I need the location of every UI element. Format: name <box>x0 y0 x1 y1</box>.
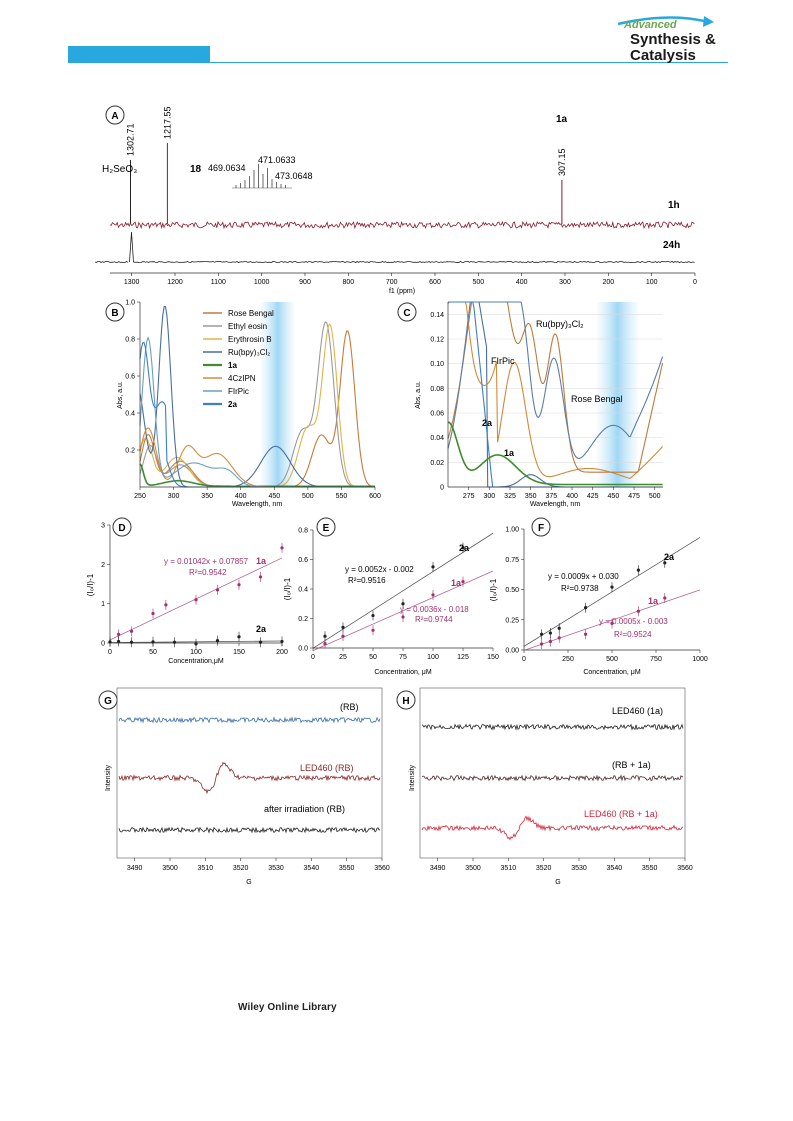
d-point-0-0 <box>117 633 120 636</box>
h-x-tick-label-4: 3530 <box>571 865 587 872</box>
c-y-tick-label-3: 0.06 <box>430 410 444 418</box>
f-fit-1a: y = 0.0005x - 0.003 <box>599 617 668 626</box>
a-ms-label-2: 473.0648 <box>275 171 313 181</box>
e-point-1-5 <box>461 580 464 583</box>
e-x-tick-label-3: 75 <box>399 654 407 661</box>
b-y-tick-label-1: 0.4 <box>125 410 135 418</box>
a-label-h2seo3: H₂SeO₃ <box>102 164 138 175</box>
a-x-tick-label-7: 600 <box>429 279 441 286</box>
g-x-tick-label-7: 3560 <box>374 865 390 872</box>
c-y-ticks <box>430 312 444 492</box>
d-series-label-1a: 1a <box>256 556 267 566</box>
a-x-tick-label-11: 200 <box>602 279 615 286</box>
f-point-1-5 <box>637 610 640 613</box>
a-ms-label-0: 469.0634 <box>208 163 246 173</box>
panel-f-label: F <box>537 523 545 534</box>
d-point-0-3 <box>164 603 167 606</box>
h-x-title: G <box>555 879 561 886</box>
b-y-tick-label-2: 0.6 <box>125 373 135 381</box>
b-curve-1 <box>140 322 375 487</box>
b-legend-label-0: Rose Bengal <box>228 309 274 318</box>
e-point-0-4 <box>431 565 434 568</box>
h-trace-0 <box>422 725 683 730</box>
b-x-tick-label-1: 300 <box>167 493 180 500</box>
d-fit-1a: y = 0.01042x + 0.07857 <box>164 557 249 566</box>
b-x-tick-label-6: 550 <box>335 493 348 500</box>
g-x-tick-label-2: 3510 <box>197 865 214 872</box>
e-series-label-1a: 1a <box>451 578 462 588</box>
panel-g <box>99 688 390 886</box>
g-x-tick-label-4: 3530 <box>268 865 284 872</box>
a-label-1a: 1a <box>556 114 568 125</box>
c-x-title: Wavelength, nm <box>529 501 581 508</box>
h-y-title: Intensity <box>409 764 416 792</box>
c-y-tick-label-0: 0 <box>440 484 444 492</box>
g-trace-2 <box>119 828 380 833</box>
b-x-title: Wavelength, nm <box>231 501 283 508</box>
panel-c-label: C <box>403 308 411 319</box>
h-x-tick-label-7: 3560 <box>677 865 693 872</box>
b-x-tick-label-0: 250 <box>134 493 146 500</box>
c-y-title: Abs, a.u. <box>415 381 422 409</box>
g-x-tick-label-6: 3550 <box>338 865 355 872</box>
d-x-tick-label-4: 200 <box>276 649 288 656</box>
b-legend-label-3: Ru(bpy)₃Cl₂ <box>228 348 271 357</box>
e-fit-2a: y = 0.0052x - 0.002 <box>345 565 414 574</box>
h-x-tick-label-2: 3510 <box>500 865 517 872</box>
h-x-tick-label-6: 3550 <box>641 865 658 872</box>
f-x-title: Concentration, μM <box>583 669 641 676</box>
e-y-tick-label-1: 0.2 <box>298 616 308 623</box>
c-x-tick-label-4: 375 <box>545 493 558 500</box>
h-trace-2 <box>422 816 683 839</box>
a-x-tick-label-2: 1100 <box>210 279 226 286</box>
c-y-tick-label-6: 0.12 <box>430 336 444 344</box>
h-x-tick-label-0: 3490 <box>429 865 446 872</box>
c-ann-rb: Rose Bengal <box>571 394 623 404</box>
b-x-tick-label-4: 450 <box>268 493 281 500</box>
a-trace-label-24h: 24h <box>663 240 681 251</box>
f-r2-1a: R²=0.9524 <box>614 630 652 639</box>
c-y-tick-label-5: 0.10 <box>430 361 444 369</box>
d-y-tick-label-3: 3 <box>101 522 105 530</box>
b-curve-3 <box>140 307 375 488</box>
g-x-tick-label-0: 3490 <box>126 865 143 872</box>
b-legend-label-4: 1a <box>228 361 237 370</box>
h-x-tick-label-1: 3500 <box>465 865 481 872</box>
e-x-tick-label-6: 150 <box>487 654 499 661</box>
c-ann-1a: 1a <box>504 448 515 458</box>
a-x-tick-label-10: 300 <box>559 279 571 286</box>
g-x-ticks <box>127 858 390 872</box>
d-point-1-6 <box>216 639 219 642</box>
e-point-1-3 <box>401 615 404 618</box>
panel-b <box>106 300 381 509</box>
e-point-0-2 <box>371 614 374 617</box>
f-x-tick-label-3: 750 <box>650 656 662 663</box>
b-y-title: Abs, a.u. <box>117 381 124 409</box>
d-series-label-2a: 2a <box>256 624 267 634</box>
a-x-tick-label-9: 400 <box>515 279 528 286</box>
logo-advanced: Advanced <box>624 19 677 31</box>
e-x-tick-label-0: 0 <box>311 654 315 661</box>
f-point-0-4 <box>610 585 613 588</box>
e-point-1-1 <box>341 635 344 638</box>
a-x-tick-label-6: 700 <box>385 279 398 286</box>
f-point-1-1 <box>549 640 552 643</box>
e-r2-1a: R²=0.9744 <box>415 615 453 624</box>
d-y-tick-label-0: 0 <box>101 640 105 648</box>
g-trace-label-0: (RB) <box>340 702 359 712</box>
d-point-0-8 <box>280 546 283 549</box>
b-x-tick-label-2: 350 <box>201 493 213 500</box>
panel-g-label: G <box>104 696 112 707</box>
h-trace-label-2: LED460 (RB + 1a) <box>584 809 658 819</box>
a-x-tick-label-1: 1200 <box>167 279 183 286</box>
d-point-1-9 <box>280 640 283 643</box>
a-peak-label-0: 1302.71 <box>125 123 136 156</box>
a-x-tick-label-13: 0 <box>693 279 697 286</box>
d-y-title: (I₀/I)-1 <box>86 573 95 597</box>
f-point-1-6 <box>663 596 666 599</box>
c-x-tick-label-0: 275 <box>462 493 475 500</box>
a-x-title: f1 (ppm) <box>388 288 416 295</box>
c-x-tick-label-8: 475 <box>628 493 640 500</box>
c-ann-2a: 2a <box>482 418 493 428</box>
c-x-tick-label-7: 450 <box>607 493 620 500</box>
c-y-tick-label-4: 0.08 <box>430 385 444 393</box>
b-legend-label-2: Erythrosin B <box>228 335 272 344</box>
a-peak-label-1: 1217.55 <box>162 106 173 139</box>
g-trace-0 <box>119 718 380 723</box>
c-x-tick-label-5: 400 <box>566 493 578 500</box>
g-trace-label-1: LED460 (RB) <box>300 763 354 773</box>
e-point-1-0 <box>323 642 326 645</box>
e-point-1-2 <box>371 629 374 632</box>
f-series-label-1a: 1a <box>648 596 659 606</box>
b-curves <box>140 307 375 488</box>
h-traces <box>422 725 683 840</box>
c-ann-ru: Ru(bpy)₃Cl₂ <box>536 319 584 329</box>
a-trace-1h <box>110 222 694 228</box>
b-legend-label-5: 4CzIPN <box>228 374 256 383</box>
b-y-tick-label-3: 0.8 <box>125 336 135 344</box>
c-x-tick-label-6: 425 <box>586 493 599 500</box>
d-x-ticks <box>108 643 288 656</box>
c-x-tick-label-3: 350 <box>524 493 537 500</box>
d-x-tick-label-1: 50 <box>149 649 157 656</box>
a-ms-label-1: 471.0633 <box>258 155 296 165</box>
e-fit-1a: y = 0.0036x - 0.018 <box>400 605 469 614</box>
b-x-tick-label-5: 500 <box>302 493 314 500</box>
g-traces <box>119 718 380 833</box>
c-y-tick-label-1: 0.02 <box>430 459 444 467</box>
e-x-tick-label-1: 25 <box>339 654 347 661</box>
c-y-tick-label-2: 0.04 <box>430 435 444 443</box>
f-point-0-2 <box>558 627 561 630</box>
panel-a <box>95 106 697 295</box>
a-x-tick-label-3: 1000 <box>253 279 270 286</box>
a-x-tick-label-4: 900 <box>299 279 311 286</box>
b-legend-label-7: 2a <box>228 400 237 409</box>
d-point-0-6 <box>237 583 240 586</box>
a-x-tick-label-12: 100 <box>645 279 658 286</box>
d-point-1-5 <box>194 642 197 645</box>
e-y-ticks <box>298 528 313 653</box>
b-legend-label-6: FIrPic <box>228 387 249 396</box>
a-x-tick-label-5: 800 <box>342 279 355 286</box>
d-y-ticks <box>101 523 110 648</box>
panel-h-label: H <box>402 696 410 707</box>
c-x-ticks <box>463 487 661 500</box>
a-trace-24h-left <box>95 261 128 262</box>
e-x-tick-label-4: 100 <box>427 654 439 661</box>
f-y-title: (I₀/I)-1 <box>489 578 498 602</box>
logo-catalysis: Catalysis <box>630 47 696 64</box>
c-x-tick-label-9: 500 <box>648 493 661 500</box>
b-x-ticks <box>134 487 381 500</box>
e-x-tick-label-5: 125 <box>457 654 469 661</box>
e-r2-2a: R²=0.9516 <box>348 576 386 585</box>
c-ann-firpic: FIrPic <box>491 356 515 366</box>
panel-d-label: D <box>118 523 126 534</box>
b-y-ticks <box>125 300 140 455</box>
g-x-tick-label-5: 3540 <box>303 865 320 872</box>
footer-library: Wiley Online Library <box>238 1002 337 1013</box>
d-y-tick-label-1: 1 <box>101 601 105 609</box>
b-legend-label-1: Ethyl eosin <box>228 322 268 331</box>
f-point-0-3 <box>584 606 587 609</box>
d-x-tick-label-2: 100 <box>190 649 202 656</box>
d-point-1-3 <box>151 640 154 643</box>
a-traces <box>95 222 695 263</box>
d-r2-1a: R²=0.9542 <box>189 568 227 577</box>
d-point-1-4 <box>173 641 176 644</box>
h-x-ticks <box>430 858 693 872</box>
g-x-title: G <box>246 879 252 886</box>
panel-e-label: E <box>322 523 330 534</box>
e-x-title: Concentration, μM <box>374 669 432 676</box>
h-trace-1 <box>422 776 683 781</box>
g-x-tick-label-3: 3520 <box>232 865 249 872</box>
d-x-title: Concentration,μM <box>168 658 224 665</box>
f-y-tick-label-4: 1.00 <box>505 526 519 534</box>
f-point-0-1 <box>549 631 552 634</box>
d-point-1-1 <box>117 640 120 643</box>
e-x-tick-label-2: 50 <box>369 654 377 661</box>
f-y-tick-label-1: 0.25 <box>505 617 519 625</box>
e-x-ticks <box>311 648 499 661</box>
f-y-tick-label-0: 0.00 <box>505 647 519 655</box>
f-y-tick-label-2: 0.50 <box>505 587 519 594</box>
d-point-0-5 <box>216 588 219 591</box>
f-point-1-0 <box>540 642 543 645</box>
e-y-tick-label-0: 0.0 <box>298 645 308 653</box>
e-y-tick-label-4: 0.8 <box>298 527 308 535</box>
panel-e <box>283 518 499 676</box>
h-trace-label-1: (RB + 1a) <box>612 760 651 770</box>
e-y-tick-label-2: 0.4 <box>298 586 308 594</box>
f-point-1-3 <box>584 633 587 636</box>
f-x-tick-label-4: 1000 <box>692 656 708 663</box>
f-fit-2a: y = 0.0009x + 0.030 <box>548 572 619 581</box>
a-label-18: 18 <box>190 164 202 175</box>
f-x-tick-label-0: 0 <box>522 656 526 663</box>
a-trace-24h <box>129 232 694 263</box>
e-point-1-4 <box>431 593 434 596</box>
a-x-tick-label-0: 1300 <box>123 279 140 286</box>
d-point-0-2 <box>151 612 154 615</box>
h-x-tick-label-3: 3520 <box>535 865 552 872</box>
e-series-label-2a: 2a <box>459 543 470 553</box>
h-x-tick-label-5: 3540 <box>606 865 623 872</box>
d-point-0-4 <box>194 598 197 601</box>
panel-f <box>489 518 708 676</box>
panel-b-label: B <box>111 308 119 319</box>
a-ms-inset <box>208 155 313 188</box>
panel-a-label: A <box>111 111 119 122</box>
g-y-title: Intensity <box>105 764 112 792</box>
e-point-0-1 <box>341 626 344 629</box>
g-trace-label-2: after irradiation (RB) <box>264 804 346 814</box>
f-series-label-2a: 2a <box>664 552 675 562</box>
e-point-0-0 <box>323 635 326 638</box>
b-y-tick-label-0: 0.2 <box>125 447 135 455</box>
f-y-tick-label-3: 0.75 <box>505 556 519 564</box>
b-y-tick-label-4: 1.0 <box>125 299 135 307</box>
a-x-tick-label-8: 500 <box>472 279 485 286</box>
panel-c <box>398 302 663 508</box>
b-curve-6 <box>140 338 375 487</box>
f-x-tick-label-2: 500 <box>606 656 618 663</box>
d-x-tick-label-3: 150 <box>233 649 245 656</box>
b-x-tick-label-3: 400 <box>234 493 247 500</box>
d-point-0-1 <box>130 630 133 633</box>
f-point-0-5 <box>637 569 640 572</box>
d-point-1-7 <box>237 635 240 638</box>
d-y-tick-label-2: 2 <box>101 561 105 569</box>
d-point-1-8 <box>259 641 262 644</box>
a-x-ticks <box>124 273 697 286</box>
f-point-1-2 <box>558 636 561 639</box>
panel-d <box>86 518 288 665</box>
d-point-0-7 <box>259 575 262 578</box>
d-point-1-2 <box>130 641 133 644</box>
d-x-tick-label-0: 0 <box>108 649 112 656</box>
a-peak-label-2: 307.15 <box>556 148 567 176</box>
c-x-tick-label-1: 300 <box>483 493 496 500</box>
e-y-title: (I₀/I)-1 <box>283 577 292 601</box>
e-y-tick-label-3: 0.6 <box>298 557 308 564</box>
f-y-ticks <box>505 527 524 655</box>
panel-h <box>397 688 693 886</box>
c-y-tick-label-7: 0.14 <box>430 311 444 319</box>
d-point-1-0 <box>108 640 111 643</box>
f-x-ticks <box>522 650 708 663</box>
g-frame <box>117 688 382 858</box>
h-trace-label-0: LED460 (1a) <box>612 706 664 716</box>
logo-synthesis: Synthesis & <box>630 31 716 48</box>
f-point-0-0 <box>540 633 543 636</box>
f-r2-2a: R²=0.9738 <box>561 584 599 593</box>
c-x-tick-label-2: 325 <box>504 493 516 500</box>
g-x-tick-label-1: 3500 <box>162 865 178 872</box>
f-x-tick-label-1: 250 <box>562 656 574 663</box>
b-x-tick-label-7: 600 <box>369 493 381 500</box>
a-trace-label-1h: 1h <box>668 200 680 211</box>
